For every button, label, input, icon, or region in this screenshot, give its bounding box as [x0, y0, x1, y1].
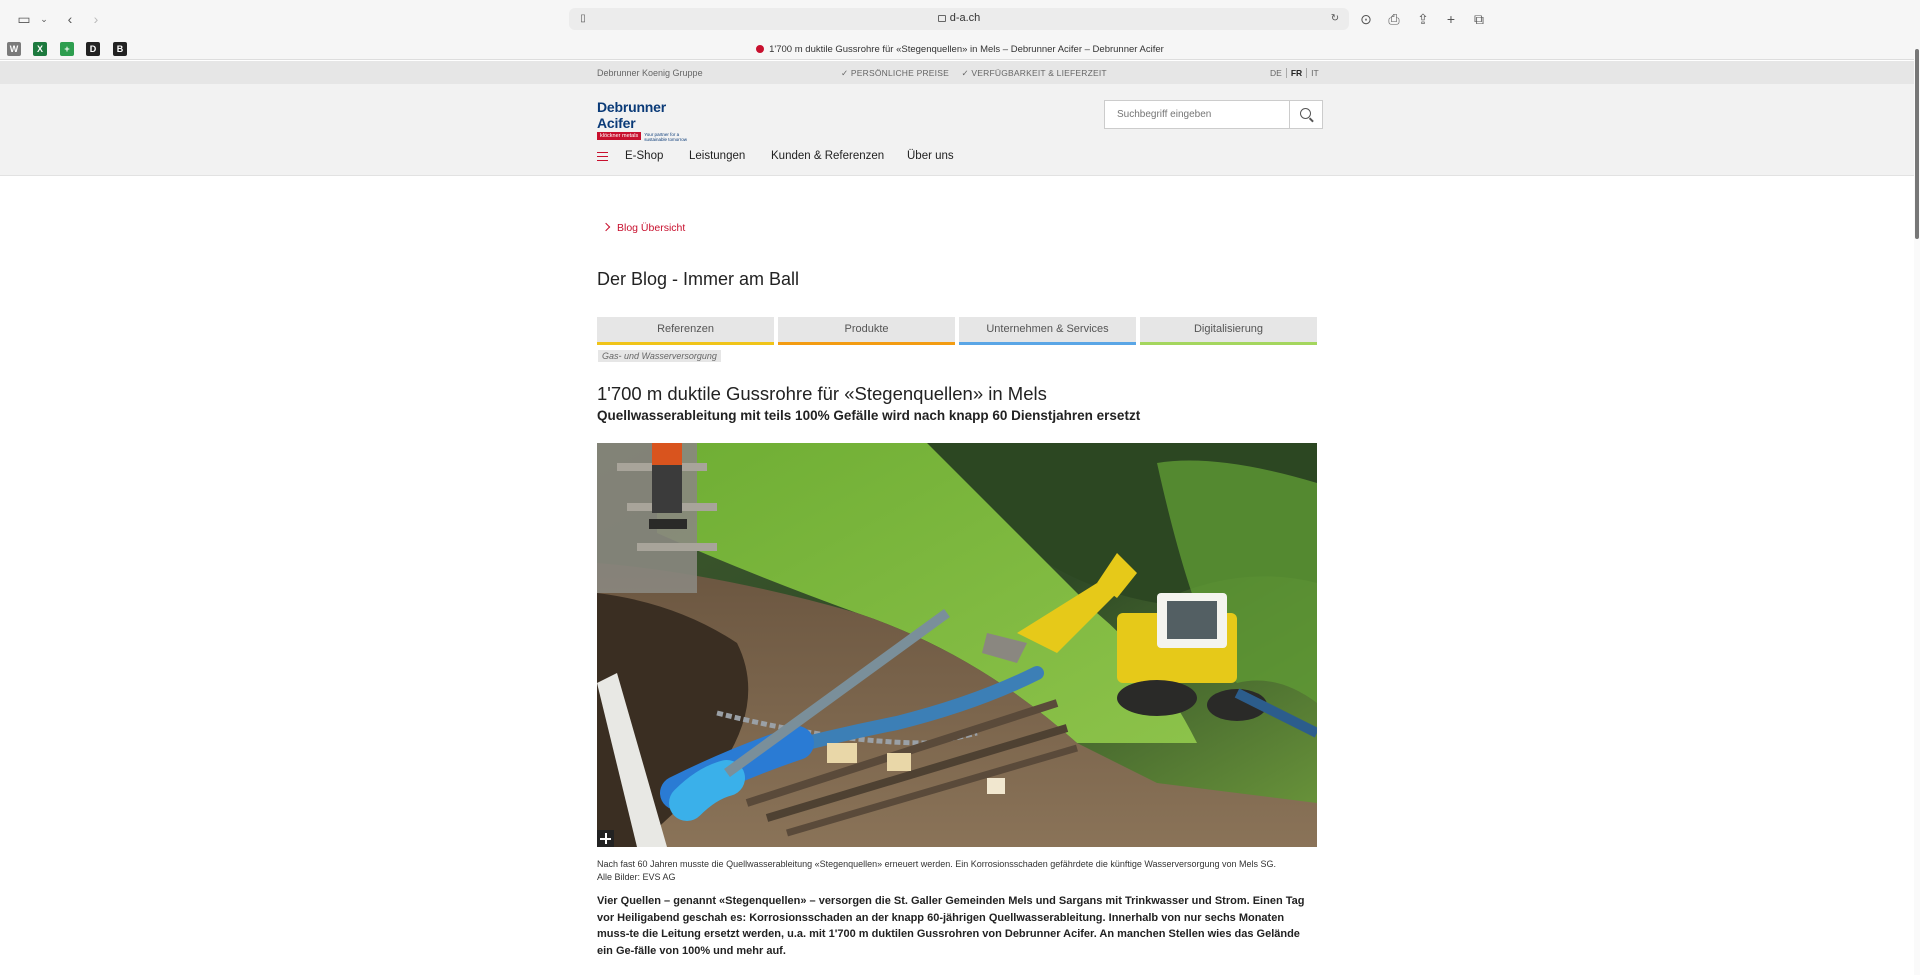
group-link[interactable]: Debrunner Koenig Gruppe: [597, 68, 703, 78]
blog-title: Der Blog - Immer am Ball: [597, 269, 800, 289]
breadcrumb[interactable]: Blog Übersicht: [603, 222, 685, 234]
download-icon[interactable]: ⊙: [1360, 11, 1372, 27]
bookmark-b[interactable]: B: [113, 42, 127, 56]
article-title: 1'700 m duktile Gussrohre für «Stegenquellen» in Mels: [597, 383, 1047, 404]
category-tabs: [597, 317, 1317, 341]
nav-kunden-referenzen[interactable]: Kunden & Referenzen: [771, 150, 885, 162]
usp-list: [841, 68, 1117, 79]
lang-it[interactable]: IT: [1311, 68, 1319, 78]
print-icon[interactable]: ⎙: [1388, 11, 1400, 27]
lang-fr[interactable]: FR: [1287, 68, 1307, 78]
bookmark-excel[interactable]: X: [33, 42, 47, 56]
site-topstrip: [0, 61, 1920, 84]
menu-icon[interactable]: [597, 152, 608, 161]
tab-referenzen[interactable]: Referenzen: [597, 317, 774, 345]
article-photo[interactable]: [597, 443, 1317, 847]
page-scrollbar[interactable]: [1914, 49, 1920, 975]
url-text: d-a.ch: [569, 12, 1349, 24]
bookmark-sheets[interactable]: +: [60, 42, 74, 56]
article-lead: Vier Quellen – genannt «Stegenquellen» – versorgen die St. Galler Gemeinden Mels und Sargans mit Trinkwasser und Strom. Einen Tag vor Heiligabend geschah es: Korrosionsschaden an der knapp 60-jährigen Quellwasserableitung. Innerhalb von nur sechs Monaten muss-te die Leitung ersetzt werden, u.a. mit 1'700 m duktilen Gussrohren von Debrunner Acifer. An manchen Stellen wies das Gelände ein Ge-fälle von 100% und mehr auf.: [597, 895, 1305, 957]
lang-de[interactable]: DE: [1266, 68, 1287, 78]
logo-tagline: Your partner for a sustainable tomorrow: [644, 132, 687, 142]
zoom-plus-icon[interactable]: [597, 830, 614, 847]
tab-unternehmen-services[interactable]: Unternehmen & Services: [959, 317, 1136, 345]
page-icon: ▯: [580, 13, 586, 24]
usp-availability: ✓ VERFÜGBARKEIT & LIEFERZEIT: [961, 68, 1107, 78]
photo-caption: [597, 858, 1317, 884]
favicon-icon: [756, 45, 764, 53]
logo-name: Debrunner Acifer: [597, 99, 666, 131]
bookmark-d[interactable]: D: [86, 42, 100, 56]
article-tag[interactable]: Gas- und Wasserversorgung: [598, 350, 721, 362]
logo-sub: [597, 132, 707, 142]
reload-icon[interactable]: ↻: [1330, 13, 1340, 24]
nav-ueber-uns[interactable]: Über uns: [907, 150, 954, 162]
new-tab-icon[interactable]: +: [1446, 11, 1456, 27]
language-switch: [1266, 68, 1323, 78]
article-subtitle: Quellwasserableitung mit teils 100% Gefälle wird nach knapp 60 Dienstjahren ersetzt: [597, 408, 1141, 423]
address-bar[interactable]: [569, 8, 1349, 30]
bookmark-w[interactable]: W: [7, 42, 21, 56]
caption-credit: Alle Bilder: EVS AG: [597, 872, 676, 882]
logo-badge: klöckner metals: [597, 132, 641, 140]
chevron-down-icon[interactable]: ⌄: [40, 14, 48, 24]
nav-leistungen[interactable]: Leistungen: [689, 150, 746, 162]
nav-eshop[interactable]: E-Shop: [625, 150, 664, 162]
search-box: [1104, 100, 1323, 129]
forward-icon[interactable]: ›: [93, 11, 99, 27]
site-header: [0, 84, 1920, 176]
back-icon[interactable]: ‹: [67, 11, 73, 27]
caption-text: Nach fast 60 Jahren musste die Quellwasserableitung «Stegenquellen» erneuert werden. Ein Korrosionsschaden gefährdete die künftige Wasserversorgung von Mels SG.: [597, 859, 1277, 869]
usp-prices: ✓ PERSÖNLICHE PREISE: [841, 68, 949, 78]
search-button[interactable]: [1289, 101, 1322, 128]
scrollbar-thumb[interactable]: [1915, 49, 1919, 239]
chevron-right-icon: [602, 223, 610, 231]
search-input[interactable]: [1105, 101, 1290, 128]
logo[interactable]: [597, 99, 707, 142]
tab-title[interactable]: 1'700 m duktile Gussrohre für «Stegenquellen» in Mels – Debrunner Acifer – Debrunner Acifer: [0, 44, 1920, 55]
tab-produkte[interactable]: Produkte: [778, 317, 955, 345]
search-icon: [1300, 108, 1311, 119]
tab-digitalisierung[interactable]: Digitalisierung: [1140, 317, 1317, 345]
browser-toolbar: [0, 0, 1920, 38]
lock-icon: [938, 15, 946, 22]
construction-site-image: [597, 443, 1317, 847]
sidebar-toggle-icon[interactable]: ▭: [17, 11, 31, 27]
share-icon[interactable]: ⇪: [1417, 11, 1429, 27]
tabs-overview-icon[interactable]: ⧉: [1474, 11, 1484, 27]
